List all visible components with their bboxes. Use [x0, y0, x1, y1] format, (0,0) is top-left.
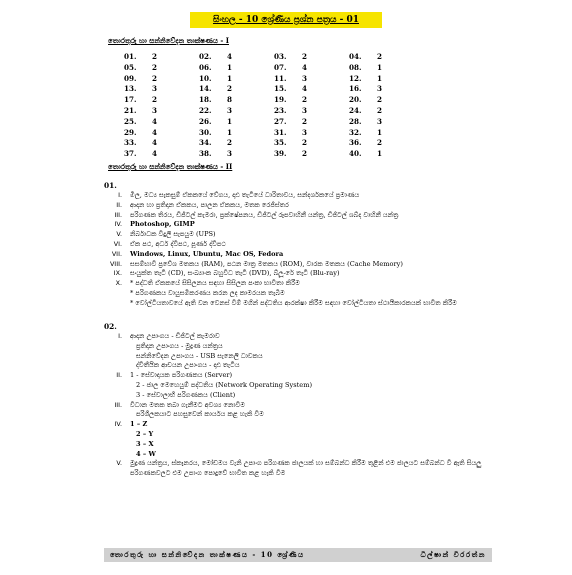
question-1-answers — [104, 191, 504, 309]
question-number: 24. — [349, 105, 362, 115]
roman-numeral: III. — [114, 210, 122, 219]
answer-item — [104, 391, 504, 401]
answer-value: 2 — [377, 138, 383, 148]
roman-numeral: III. — [114, 400, 122, 409]
question-number: 20. — [349, 95, 362, 105]
roman-numeral: V. — [116, 230, 122, 239]
roman-numeral: II. — [116, 200, 122, 209]
page-footer — [104, 548, 492, 562]
answer-cell — [274, 74, 349, 85]
answer-cell — [124, 128, 199, 139]
question-number: 30. — [199, 127, 212, 137]
answer-value: 8 — [227, 95, 233, 105]
roman-numeral — [104, 450, 130, 460]
answer-item — [104, 260, 504, 270]
question-number: 29. — [124, 127, 137, 137]
answer-value: 4 — [152, 116, 158, 126]
question-number: 39. — [274, 149, 287, 159]
answer-value: 4 — [302, 62, 308, 72]
answer-text: 2 - ජාල මෙහෙයුම් පද්ධතිය (Network Operating System) — [136, 380, 313, 389]
answer-text: ආදාන උපාංගය - ඩිජිටල් කැමරාව — [130, 332, 220, 340]
answer-cell — [124, 84, 199, 95]
answer-cell — [349, 52, 424, 63]
answer-text: * වෝල්ටීයතාවයේ ඇති වන වෙනස් වීම් මගින් පද්ධතිය ආරක්ෂා කිරීම සඳහා වෝල්ටීයතා ස්ථායීකාරකයක් භාවිත කිරීම — [130, 298, 457, 307]
question-2-label: 02. — [104, 322, 117, 331]
answer-row — [124, 117, 424, 128]
answer-value: 2 — [302, 52, 308, 61]
answer-cell — [349, 74, 424, 85]
answer-item — [104, 279, 504, 289]
answer-item — [104, 420, 504, 430]
question-number: 05. — [124, 62, 137, 72]
answer-text: 1 – Z — [130, 420, 148, 429]
question-number: 35. — [274, 138, 287, 148]
question-number: 11. — [274, 73, 287, 83]
question-number: 09. — [124, 73, 137, 83]
answer-cell — [124, 117, 199, 128]
answer-value: 1 — [227, 127, 233, 137]
answer-value: 3 — [227, 105, 233, 115]
answer-item — [104, 450, 504, 460]
answer-text: 1 - සේවාදායක පරිගණකය (Server) — [130, 371, 233, 380]
question-number: 28. — [349, 116, 362, 126]
answer-row — [124, 138, 424, 149]
roman-numeral: I. — [118, 332, 122, 340]
question-number: 16. — [349, 84, 362, 94]
answer-value: 3 — [302, 105, 308, 115]
answer-item — [104, 352, 504, 362]
answer-cell — [349, 84, 424, 95]
question-number: 07. — [274, 62, 287, 72]
answer-cell — [274, 106, 349, 117]
question-number: 31. — [274, 127, 287, 137]
answer-value: 2 — [152, 52, 158, 61]
question-number: 14. — [199, 84, 212, 94]
answer-cell — [199, 106, 274, 117]
answer-cell — [349, 63, 424, 74]
answer-text: Photoshop, GIMP — [130, 220, 195, 229]
answer-cell — [199, 52, 274, 63]
roman-numeral — [104, 430, 130, 440]
answer-value: 3 — [302, 127, 308, 137]
question-number: 23. — [274, 105, 287, 115]
answer-cell — [199, 138, 274, 149]
section-1-heading: තොරතුරු හා සන්නිවේදන තාක්ෂණය - I — [108, 36, 229, 45]
roman-numeral — [104, 440, 130, 450]
answer-value: 2 — [302, 116, 308, 126]
roman-numeral: VII. — [111, 249, 122, 258]
roman-numeral — [104, 361, 130, 371]
answer-row — [124, 63, 424, 74]
answer-cell — [349, 117, 424, 128]
answer-item — [104, 289, 504, 299]
answer-item — [104, 430, 504, 440]
answer-item — [104, 440, 504, 450]
answer-row — [124, 52, 424, 63]
roman-numeral: I. — [118, 191, 122, 199]
question-1-label: 01. — [104, 181, 117, 190]
question-number: 04. — [349, 52, 362, 61]
roman-numeral — [104, 342, 130, 352]
footer-subject: තොරතුරු හා සන්නිවේදන තාක්ෂණය - 10 ශ්‍රේණිය — [110, 550, 305, 559]
answer-value: 1 — [377, 127, 383, 137]
question-number: 27. — [274, 116, 287, 126]
answer-value: 4 — [302, 84, 308, 94]
answer-row — [124, 74, 424, 85]
answer-item — [104, 250, 504, 260]
answer-value: 1 — [377, 149, 383, 159]
answer-item — [104, 220, 504, 230]
question-number: 33. — [124, 138, 137, 148]
question-number: 17. — [124, 95, 137, 105]
answer-row — [124, 149, 424, 160]
answer-text: * පද්ධති ඒකකයේ සිසිලනය සඳහා සිසිලන පංකා භාවිතා කිරීම — [130, 279, 300, 288]
answer-value: 3 — [152, 105, 158, 115]
page-title: සිංහල - 10 ශ්‍රේණිය ප්‍රශ්න පත්‍රය - 01 — [212, 15, 359, 25]
question-number: 19. — [274, 95, 287, 105]
answer-cell — [274, 149, 349, 160]
question-number: 21. — [124, 105, 137, 115]
answer-value: 2 — [152, 95, 158, 105]
roman-numeral — [104, 289, 130, 299]
answer-item — [104, 459, 504, 479]
answer-cell — [349, 95, 424, 106]
answer-cell — [199, 149, 274, 160]
answer-value: 1 — [377, 62, 383, 72]
answer-item — [104, 361, 504, 371]
answer-text: සන්නිවේදන උපාංගය - USB සැනෙලි ධාවකය — [136, 351, 263, 360]
question-number: 34. — [199, 138, 212, 148]
answer-value: 2 — [302, 149, 308, 159]
answer-value: 1 — [227, 73, 233, 83]
question-2-answers — [104, 332, 504, 479]
answer-value: 1 — [227, 62, 233, 72]
answer-cell — [274, 95, 349, 106]
answer-cell — [274, 117, 349, 128]
answer-value: 4 — [152, 138, 158, 148]
question-number: 13. — [124, 84, 137, 94]
question-number: 38. — [199, 149, 212, 159]
roman-numeral — [104, 410, 130, 420]
answer-cell — [199, 128, 274, 139]
question-number: 15. — [274, 84, 287, 94]
answer-cell — [124, 95, 199, 106]
question-number: 18. — [199, 95, 212, 105]
answer-row — [124, 95, 424, 106]
answer-cell — [349, 149, 424, 160]
answer-text: නිර්බාධක විදුලි සැපයුම (UPS) — [130, 230, 216, 239]
roman-numeral — [104, 391, 130, 401]
answer-row — [124, 106, 424, 117]
answer-cell — [274, 84, 349, 95]
question-number: 03. — [274, 52, 287, 61]
answer-item — [104, 299, 504, 309]
answer-value: 2 — [152, 73, 158, 83]
answer-cell — [199, 84, 274, 95]
answer-text: පරිශීලකයාට පහසුවෙන් කාර්යය කළ හැකි වීම — [136, 410, 264, 419]
question-number: 02. — [199, 52, 212, 61]
answer-value: 3 — [377, 116, 383, 126]
answer-value: 1 — [227, 116, 233, 126]
answer-value: 1 — [377, 73, 383, 83]
question-number: 08. — [349, 62, 362, 72]
answer-cell — [199, 74, 274, 85]
answer-value: 2 — [152, 62, 158, 72]
answer-cell — [124, 106, 199, 117]
question-number: 32. — [349, 127, 362, 137]
answer-cell — [199, 63, 274, 74]
answer-value: 3 — [302, 73, 308, 83]
roman-numeral: IV. — [114, 220, 122, 229]
answer-text: ඒක පථ, අර්ධ ද්විපථ, පූර්ණ ද්විපථ — [130, 239, 226, 248]
answer-text: 3 – X — [136, 439, 154, 448]
answer-text: ප්‍රතිදාන උපාංගය - මුද්‍රණ යන්ත්‍රය — [136, 341, 223, 350]
answer-item — [104, 240, 504, 250]
answer-item — [104, 342, 504, 352]
question-number: 06. — [199, 62, 212, 72]
answer-item — [104, 371, 504, 381]
answer-item — [104, 191, 504, 201]
answer-text: * පරිගණකය වායුසමීකරණය කරන ලද කාමරයක තැබීම — [130, 288, 285, 297]
answer-value: 4 — [152, 127, 158, 137]
answer-cell — [274, 138, 349, 149]
roman-numeral — [104, 352, 130, 362]
answer-cell — [124, 149, 199, 160]
roman-numeral: II. — [116, 371, 122, 380]
answer-item — [104, 230, 504, 240]
answer-value: 3 — [227, 149, 233, 159]
answer-text: 3 - සේවාලාභී පරිගණකය (Client) — [136, 390, 236, 399]
roman-numeral: VI. — [113, 239, 122, 248]
answer-cell — [349, 138, 424, 149]
answer-value: 2 — [377, 95, 383, 105]
answer-cell — [124, 74, 199, 85]
answer-text: මුද්‍රණ යන්ත්‍රය, ස්කෑනරය, මෝඩමය වැනි උපාංග පරිගණක ජාලයක් හා සම්බන්ධ කිරීම තුළින් එම ජාලයට සම්බන්ධ වී ඇති සියලු පරිගණකවලට එම උපාංග පොදුවේ භාවිත කළ හැකි වීම — [130, 459, 482, 478]
answer-cell — [349, 106, 424, 117]
question-number: 01. — [124, 52, 137, 61]
answer-row — [124, 84, 424, 95]
answer-text: Windows, Linux, Ubuntu, Mac OS, Fedora — [130, 249, 284, 258]
answer-cell — [124, 52, 199, 63]
question-number: 37. — [124, 149, 137, 159]
question-number: 36. — [349, 138, 362, 148]
answer-cell — [274, 128, 349, 139]
answer-text: විධාන මතක තබා ගැනීමට අවශ්‍ය නොවීම — [130, 400, 245, 409]
roman-numeral: X. — [115, 279, 122, 288]
answer-text: මිල, මධ්‍ය සැකසුම් ඒකකයේ වේගය, දෘඪ තැටියේ ධාරිතාවය, සන්දර්ශකයේ ප්‍රමාණය — [130, 191, 360, 199]
answer-cell — [349, 128, 424, 139]
answer-grid — [124, 52, 424, 160]
answer-item — [104, 401, 504, 411]
answer-cell — [124, 138, 199, 149]
roman-numeral — [104, 381, 130, 391]
question-number: 12. — [349, 73, 362, 83]
answer-text: ආදාන හා ප්‍රතිදාන ඒකකය, පාලන ඒකකය, මතක රෙජිස්තර — [130, 200, 289, 209]
question-number: 10. — [199, 73, 212, 83]
answer-item — [104, 211, 504, 221]
answer-item — [104, 269, 504, 279]
answer-item — [104, 410, 504, 420]
footer-author: ධිල්ෂාන් වීරරත්න — [420, 550, 486, 559]
answer-value: 2 — [302, 95, 308, 105]
answer-value: 2 — [377, 105, 383, 115]
roman-numeral: V. — [116, 459, 122, 468]
title-banner — [190, 12, 382, 28]
answer-text: සසම්භාවී ප්‍රවේශ මතකය (RAM), පඨන මාත්‍ර මතකය (ROM), වාරක මතකය (Cache Memory) — [130, 259, 403, 268]
answer-row — [124, 128, 424, 139]
answer-cell — [274, 52, 349, 63]
answer-value: 4 — [152, 149, 158, 159]
answer-value: 2 — [302, 138, 308, 148]
answer-text: 2 – Y — [136, 429, 154, 438]
answer-cell — [274, 63, 349, 74]
question-number: 25. — [124, 116, 137, 126]
answer-text: ද්විතීයික ආචයන උපාංගය - දෘඪ තැටිය — [136, 361, 240, 370]
roman-numeral — [104, 299, 130, 309]
section-2-heading: තොරතුරු හා සන්නිවේදන තාක්ෂණය - II — [108, 162, 233, 171]
answer-cell — [199, 117, 274, 128]
answer-value: 2 — [377, 52, 383, 61]
answer-text: සංයුක්ත තැටි (CD), සංඛ්‍යාංක බහුවිධ තැටි (DVD), බ්ලූ-රේ තැටි (Blu-ray) — [130, 269, 340, 278]
answer-cell — [199, 95, 274, 106]
answer-text: පරිගණක තිරය, ඩිජිටල් කැමරා, ප්‍රක්ෂේපනය, ඩිජිටල් රූපවාහිනී යන්ත්‍ර, ඩිජිටල් ශබ්ද වාහිනී යන්ත්‍ර — [130, 210, 399, 219]
answer-item — [104, 332, 504, 342]
answer-value: 3 — [377, 84, 383, 94]
roman-numeral: VIII. — [109, 259, 122, 268]
roman-numeral: IV. — [114, 420, 122, 429]
answer-item — [104, 381, 504, 391]
question-number: 26. — [199, 116, 212, 126]
roman-numeral: IX. — [113, 269, 122, 278]
question-number: 40. — [349, 149, 362, 159]
answer-value: 4 — [227, 52, 233, 61]
answer-cell — [124, 63, 199, 74]
answer-value: 2 — [227, 138, 233, 148]
answer-value: 2 — [227, 84, 233, 94]
question-number: 22. — [199, 105, 212, 115]
answer-text: 4 – W — [136, 449, 156, 458]
answer-value: 3 — [152, 84, 158, 94]
answer-item — [104, 201, 504, 211]
